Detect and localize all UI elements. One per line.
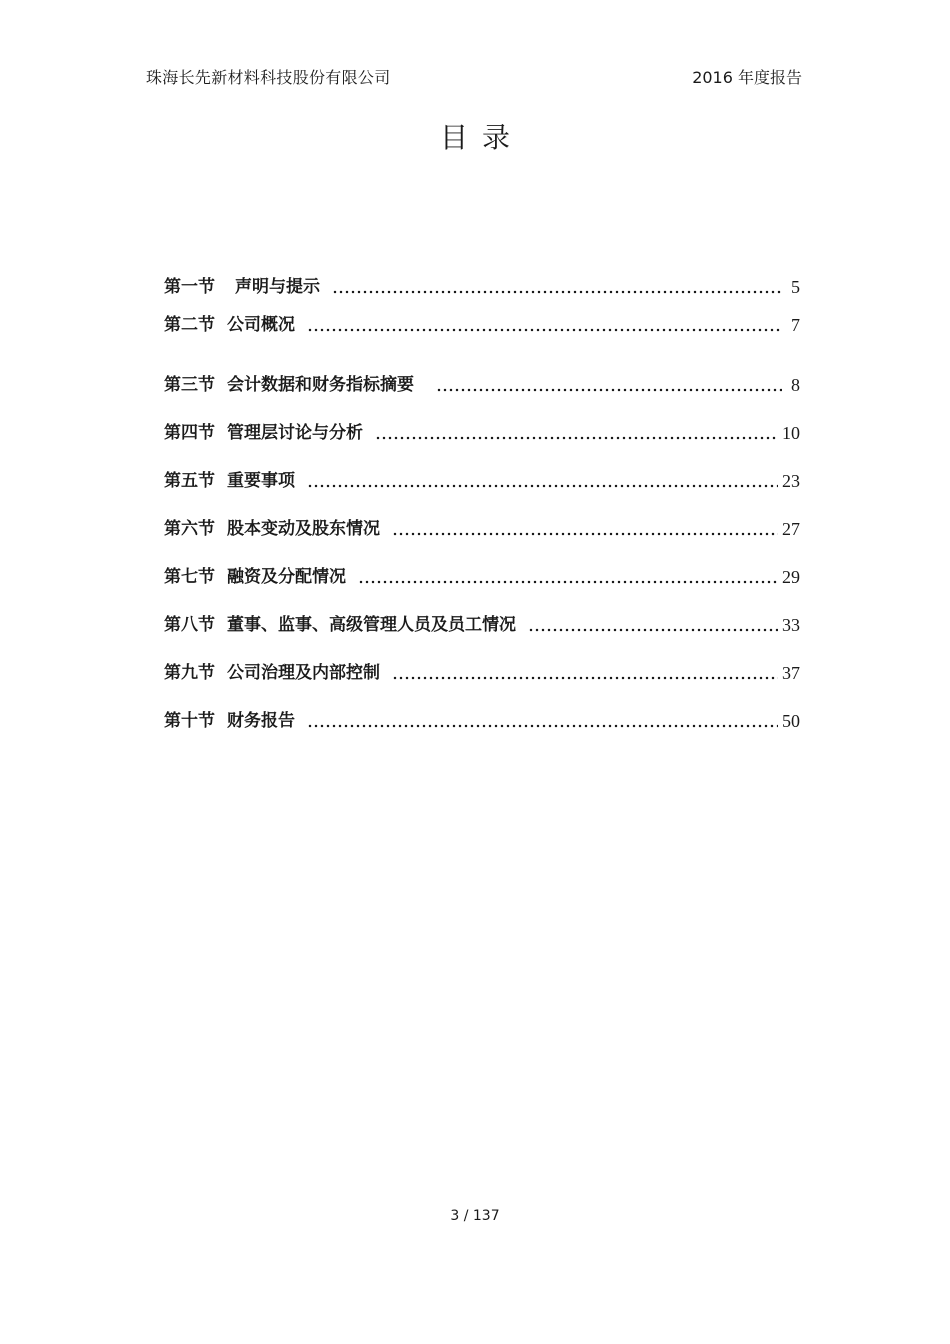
- toc-dot-leader: [307, 475, 778, 489]
- toc-entry[interactable]: [164, 564, 800, 590]
- toc-entry[interactable]: [164, 312, 800, 338]
- toc-entry[interactable]: [164, 274, 800, 300]
- toc-entry[interactable]: [164, 612, 800, 638]
- toc-entry[interactable]: [164, 516, 800, 542]
- toc-page-number: 23: [782, 471, 800, 491]
- toc-section-title: 股本变动及股东情况: [227, 519, 380, 539]
- toc-dot-leader: [528, 619, 778, 633]
- toc-entry[interactable]: [164, 420, 800, 446]
- toc-page-number: 8: [791, 375, 800, 395]
- toc-section-number: 第十节: [164, 711, 215, 731]
- toc-section-title: 会计数据和财务指标摘要: [227, 375, 414, 395]
- page-indicator: 3 / 137: [450, 1208, 500, 1224]
- toc-page-number: 7: [791, 315, 800, 335]
- toc-dot-leader: [332, 281, 782, 295]
- toc-dot-leader: [358, 571, 778, 585]
- toc-entry[interactable]: [164, 372, 800, 398]
- toc-dot-leader: [392, 667, 778, 681]
- toc-page-number: 5: [791, 277, 800, 297]
- toc-dot-leader: [375, 427, 778, 441]
- toc-section-number: 第四节: [164, 423, 215, 443]
- toc-dot-leader: [436, 379, 782, 393]
- toc-dot-leader: [307, 715, 778, 729]
- toc-section-number: 第九节: [164, 663, 215, 683]
- toc-page-number: 27: [782, 519, 800, 539]
- toc-page-number: 10: [782, 423, 800, 443]
- toc-page-number: 50: [782, 711, 800, 731]
- toc-section-title: 融资及分配情况: [227, 567, 346, 587]
- page-title: 目录: [439, 121, 524, 154]
- toc-entry[interactable]: [164, 660, 800, 686]
- toc-dot-leader: [392, 523, 778, 537]
- toc-dot-leader: [307, 319, 782, 333]
- header-company-name: 珠海长先新材料科技股份有限公司: [146, 68, 391, 87]
- toc-section-number: 第八节: [164, 615, 215, 635]
- toc-section-title: 董事、监事、高级管理人员及员工情况: [227, 615, 516, 635]
- toc-section-number: 第五节: [164, 471, 215, 491]
- toc-section-title: 财务报告: [227, 711, 295, 731]
- toc-section-number: 第二节: [164, 315, 215, 335]
- toc-section-number: 第三节: [164, 375, 215, 395]
- toc-section-title: 重要事项: [227, 471, 295, 491]
- toc-page-number: 33: [782, 615, 800, 635]
- toc-entry[interactable]: [164, 708, 800, 734]
- toc-section-title: 公司治理及内部控制: [227, 663, 380, 683]
- toc-section-number: 第七节: [164, 567, 215, 587]
- toc-section-title: 声明与提示: [235, 277, 320, 297]
- toc-section-title: 管理层讨论与分析: [227, 423, 363, 443]
- toc-section-number: 第一节: [164, 277, 215, 297]
- toc-entry[interactable]: [164, 468, 800, 494]
- toc-section-title: 公司概况: [227, 315, 295, 335]
- toc-page-number: 29: [782, 567, 800, 587]
- toc-page-number: 37: [782, 663, 800, 683]
- toc-section-number: 第六节: [164, 519, 215, 539]
- header-report-label: 2016 年度报告: [692, 68, 802, 87]
